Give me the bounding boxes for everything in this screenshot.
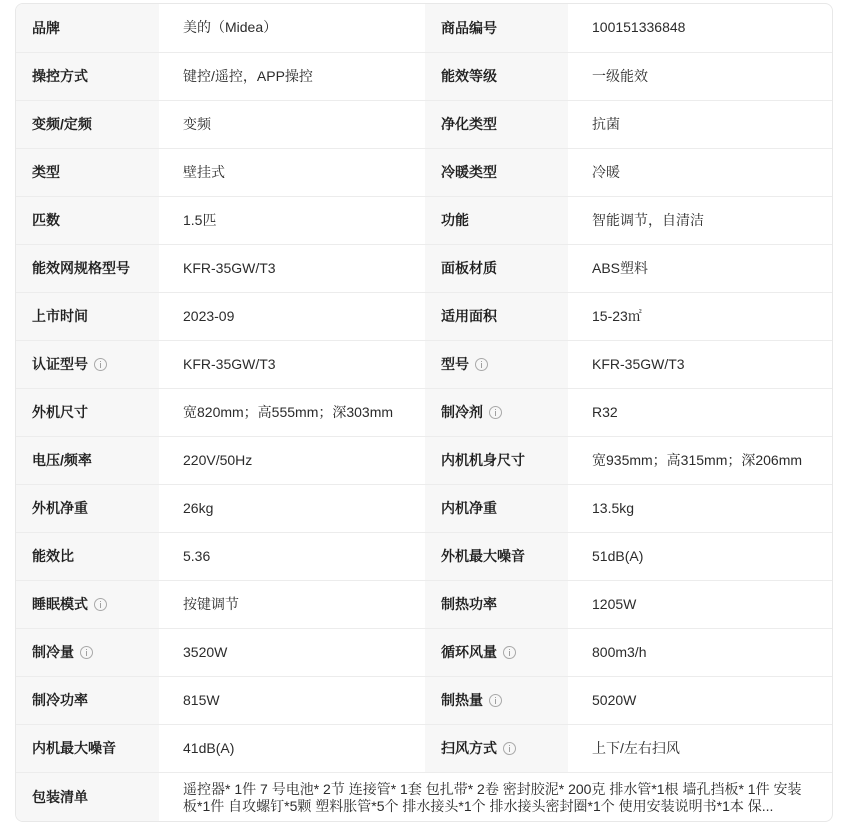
spec-label-cell (16, 532, 159, 580)
spec-value: 键控/遥控，APP操控 (159, 52, 425, 100)
package-value-cell (159, 772, 833, 822)
spec-label-cell (16, 628, 159, 676)
spec-row (16, 388, 833, 436)
spec-label: 扫风方式 (441, 739, 497, 756)
spec-label: 制热量 (441, 691, 483, 708)
spec-row (16, 196, 833, 244)
spec-value: 智能调节，自清洁 (568, 196, 833, 244)
spec-label: 制冷功率 (32, 691, 88, 708)
spec-label: 制冷剂 (441, 403, 483, 420)
spec-label-cell (425, 724, 568, 772)
spec-label: 循环风量 (441, 643, 497, 660)
spec-value: 3520W (159, 628, 425, 676)
spec-label-cell (425, 100, 568, 148)
spec-label: 匹数 (32, 211, 60, 228)
spec-value: 冷暖 (568, 148, 833, 196)
spec-row (16, 628, 833, 676)
spec-value: ABS塑料 (568, 244, 833, 292)
spec-label-cell (425, 484, 568, 532)
spec-label: 能效比 (32, 547, 74, 564)
info-icon[interactable] (503, 646, 516, 659)
spec-label-cell (425, 196, 568, 244)
spec-label-cell (16, 100, 159, 148)
spec-value: 抗菌 (568, 100, 833, 148)
spec-row (16, 148, 833, 196)
spec-label-cell (16, 292, 159, 340)
spec-label-cell (16, 52, 159, 100)
spec-label: 净化类型 (441, 115, 497, 132)
spec-label: 操控方式 (32, 67, 88, 84)
info-icon[interactable] (489, 406, 502, 419)
spec-value: 宽935mm；高315mm；深206mm (568, 436, 833, 484)
spec-value: 美的（Midea） (159, 4, 425, 52)
spec-label-cell (16, 724, 159, 772)
spec-label: 冷暖类型 (441, 163, 497, 180)
spec-label: 面板材质 (441, 259, 497, 276)
info-icon[interactable] (80, 646, 93, 659)
spec-value: R32 (568, 388, 833, 436)
spec-label-cell (425, 4, 568, 52)
spec-label-cell (16, 484, 159, 532)
spec-label-cell (425, 148, 568, 196)
spec-label-cell (425, 628, 568, 676)
spec-value: 壁挂式 (159, 148, 425, 196)
spec-label: 变频/定频 (32, 115, 92, 132)
spec-row (16, 484, 833, 532)
spec-label-cell (16, 196, 159, 244)
package-label: 包装清单 (16, 772, 159, 822)
spec-label: 上市时间 (32, 307, 88, 324)
spec-label: 适用面积 (441, 307, 497, 324)
spec-row (16, 676, 833, 724)
spec-label: 内机净重 (441, 499, 497, 516)
spec-label-cell (425, 388, 568, 436)
spec-row (16, 244, 833, 292)
spec-label: 能效等级 (441, 67, 497, 84)
spec-label: 内机机身尺寸 (441, 451, 525, 468)
spec-value: 按键调节 (159, 580, 425, 628)
spec-label: 内机最大噪音 (32, 739, 116, 756)
spec-row (16, 724, 833, 772)
spec-row (16, 100, 833, 148)
spec-row (16, 52, 833, 100)
spec-value: 5.36 (159, 532, 425, 580)
info-icon[interactable] (503, 742, 516, 755)
spec-label: 制冷量 (32, 643, 74, 660)
spec-label-cell (425, 532, 568, 580)
spec-label: 制热功率 (441, 595, 497, 612)
spec-value: KFR-35GW/T3 (159, 340, 425, 388)
spec-label-cell (425, 244, 568, 292)
spec-label-cell (425, 340, 568, 388)
spec-label-cell (425, 580, 568, 628)
package-value: 遥控器* 1件 7 号电池* 2节 连接管* 1套 包扎带* 2卷 密封胶泥* 200克 排水管*1根 墙孔挡板* 1件 安装板*1件 自攻螺钉*5颗 塑料胀管*5个 排水接头*1个 排水接头密封圈*1个 使用安装说明书*1本 保... (183, 780, 802, 814)
spec-value: KFR-35GW/T3 (568, 340, 833, 388)
spec-label-cell (16, 148, 159, 196)
spec-value: 41dB(A) (159, 724, 425, 772)
info-icon[interactable] (94, 598, 107, 611)
spec-row (16, 532, 833, 580)
spec-value: 上下/左右扫风 (568, 724, 833, 772)
spec-value: 100151336848 (568, 4, 833, 52)
spec-value: 一级能效 (568, 52, 833, 100)
spec-label: 型号 (441, 355, 469, 372)
spec-label-cell (16, 4, 159, 52)
spec-value: 220V/50Hz (159, 436, 425, 484)
spec-label: 外机净重 (32, 499, 88, 516)
spec-value: 变频 (159, 100, 425, 148)
spec-label: 外机最大噪音 (441, 547, 525, 564)
spec-value: 1.5匹 (159, 196, 425, 244)
spec-value: KFR-35GW/T3 (159, 244, 425, 292)
spec-value: 1205W (568, 580, 833, 628)
spec-label: 能效网规格型号 (32, 259, 130, 276)
spec-label-cell (16, 580, 159, 628)
spec-label-cell (16, 244, 159, 292)
spec-value: 26kg (159, 484, 425, 532)
spec-label: 睡眠模式 (32, 595, 88, 612)
spec-label: 电压/频率 (32, 451, 92, 468)
spec-value: 800m3/h (568, 628, 833, 676)
spec-label-cell (16, 388, 159, 436)
spec-value: 51dB(A) (568, 532, 833, 580)
spec-label-cell (425, 292, 568, 340)
spec-table-container (15, 3, 833, 822)
spec-label: 外机尺寸 (32, 403, 88, 420)
spec-value: 宽820mm；高555mm；深303mm (159, 388, 425, 436)
spec-table-body (16, 4, 833, 822)
spec-value: 5020W (568, 676, 833, 724)
info-icon[interactable] (475, 358, 488, 371)
spec-label-cell (16, 340, 159, 388)
spec-label: 品牌 (32, 19, 60, 36)
spec-label-cell (425, 436, 568, 484)
spec-label: 认证型号 (32, 355, 88, 372)
spec-row (16, 580, 833, 628)
spec-row (16, 436, 833, 484)
spec-row-package (16, 772, 833, 822)
spec-value: 13.5kg (568, 484, 833, 532)
spec-label-cell (16, 436, 159, 484)
spec-label: 类型 (32, 163, 60, 180)
spec-value: 15-23㎡ (568, 292, 833, 340)
spec-label-cell (16, 676, 159, 724)
spec-label-cell (425, 52, 568, 100)
spec-row (16, 4, 833, 52)
info-icon[interactable] (489, 694, 502, 707)
spec-row (16, 340, 833, 388)
spec-label-cell (425, 676, 568, 724)
spec-label: 商品编号 (441, 19, 497, 36)
spec-label: 功能 (441, 211, 469, 228)
spec-row (16, 292, 833, 340)
spec-table (16, 4, 833, 822)
spec-value: 815W (159, 676, 425, 724)
info-icon[interactable] (94, 358, 107, 371)
spec-value: 2023-09 (159, 292, 425, 340)
